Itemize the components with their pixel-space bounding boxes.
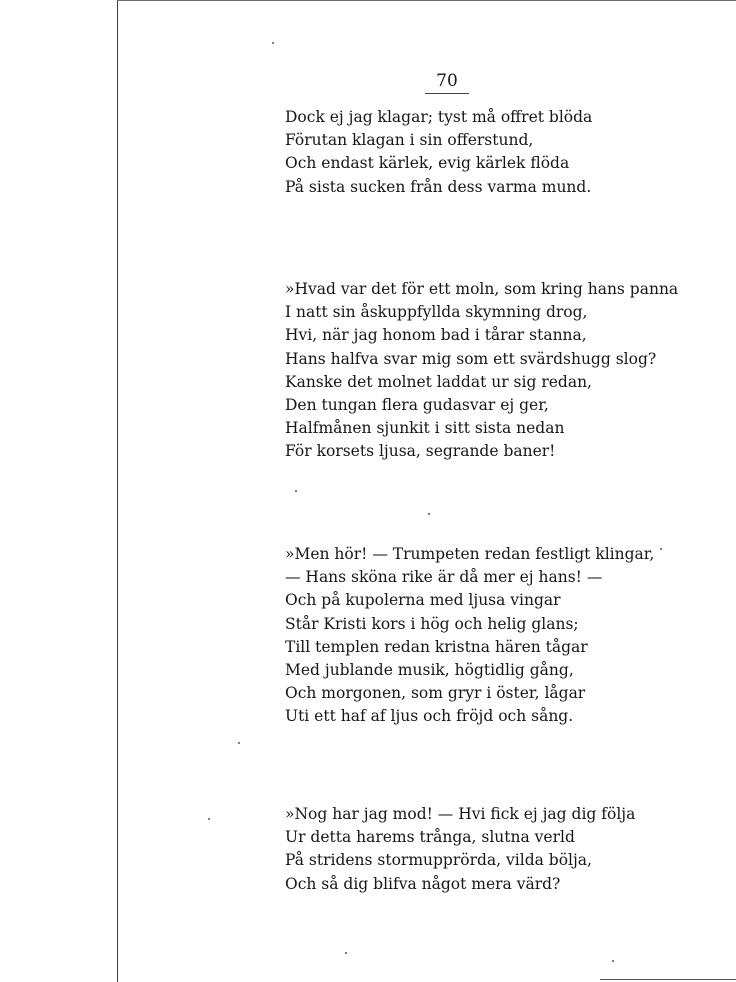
verse-line: Kanske det molnet laddat ur sig redan, — [285, 372, 592, 391]
page-edge-top — [117, 0, 736, 1]
scan-speck — [428, 513, 430, 515]
verse-line: Hans halfva svar mig som ett svärdshugg slog? — [285, 349, 657, 368]
verse-line: Och morgonen, som gryr i öster, lågar — [285, 684, 586, 703]
verse-line: Och endast kärlek, evig kärlek flöda — [285, 154, 570, 173]
verse-line: »Nog har jag mod! — Hvi fick ej jag dig följa — [285, 805, 636, 823]
scan-speck — [272, 42, 274, 44]
scan-speck — [238, 742, 240, 744]
verse-line: Och så dig blifva något mera värd? — [285, 874, 561, 893]
scan-speck — [295, 490, 297, 492]
verse-line: Står Kristi kors i hög och helig glans; — [285, 614, 579, 633]
scan-speck — [660, 548, 662, 550]
verse-line: »Hvad var det för ett moln, som kring hans panna — [285, 280, 679, 298]
verse-line: På stridens stormupprörda, vilda bölja, — [285, 851, 592, 870]
verse-line: Till templen redan kristna hären tågar — [285, 637, 588, 656]
verse-line: På sista sucken från dess varma mund. — [285, 177, 592, 196]
verse-line: Hvi, när jag honom bad i tårar stanna, — [285, 326, 587, 345]
scan-speck — [345, 952, 347, 954]
page-edge-bottom — [600, 979, 736, 980]
verse-line: Ur detta harems trånga, slutna verld — [285, 828, 575, 847]
stanza-2 — [285, 278, 725, 464]
verse-line: Halfmånen sjunkit i sitt sista nedan — [285, 419, 565, 438]
verse-line: För korsets ljusa, segrande baner! — [285, 442, 556, 461]
verse-line: Den tungan flera gudasvar ej ger, — [285, 396, 549, 415]
verse-line: — Hans sköna rike är då mer ej hans! — — [285, 568, 603, 587]
verse-line: Och på kupolerna med ljusa vingar — [285, 591, 561, 610]
verse-line: Med jublande musik, högtidlig gång, — [285, 661, 574, 680]
scan-speck — [208, 818, 210, 820]
page-edge-left — [117, 0, 118, 982]
verse-line: »Men hör! — Trumpeten redan festligt klingar, — [285, 545, 655, 563]
stanza-3 — [285, 543, 725, 729]
verse-line: Förutan klagan i sin offerstund, — [285, 131, 534, 150]
scan-speck — [612, 960, 614, 962]
verse-line: Uti ett haf af ljus och fröjd och sång. — [285, 707, 574, 726]
page-number: 70 — [425, 70, 469, 94]
verse-line: I natt sin åskuppfyllda skymning drog, — [285, 303, 588, 322]
verse-line: Dock ej jag klagar; tyst må offret blöda — [285, 108, 593, 126]
stanza-4 — [285, 803, 725, 896]
stanza-1 — [285, 106, 725, 199]
